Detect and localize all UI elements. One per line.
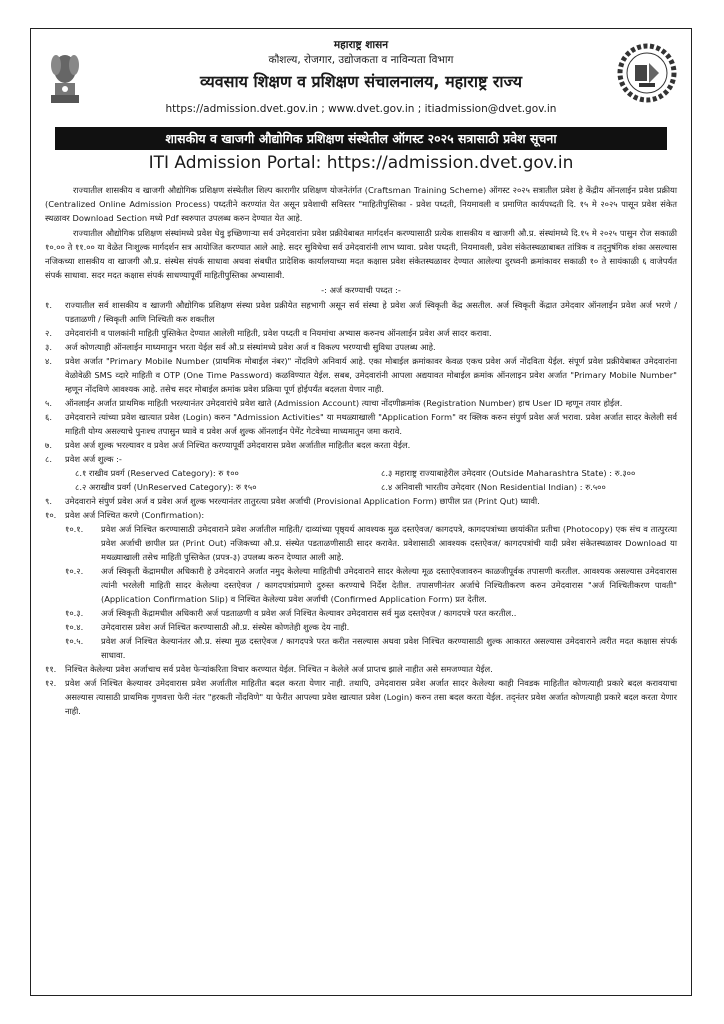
list-item: ४. प्रवेश अर्जात "Primary Mobile Number (प्राथमिक मोबाईल नंबर)" नोंदविणे अनिवार्य आहे. एका मोबाईल क्रमांकावर केवळ एकच प्रवेश अर्ज नोंदविता येईल. संपूर्ण प्रवेश प्रक्रीयेबाबत उमेदवारांना वेळोवेळी SMS व्दारे माहिती व OTP (One Time Password) कळविण्यात येईल. सबब, उमेदवारांनी आपला अद्ययावत मोबाईल क्रमांक ऑनलाइन प्रवेश अर्जात "Primary Mobile Number" म्हणून नोंदविणे आवश्यक आहे. तसेच सदर मोबाईल क्रमांक प्रवेश प्रक्रिया पूर्ण होईपर्यंत बदलता येणार नाही. (45, 356, 677, 394)
intro-paragraph: राज्यातील औद्योगिक प्रशिक्षण संस्थांमध्ये प्रवेश घेवु इच्छिणाऱ्या सर्व उमेदवारांना प्रवेश प्रक्रीयेबाबत मार्गदर्शन करण्यासाठी प्रत्येक शासकीय व खाजगी औ.प्र. संस्थांमध्ये दि.१५ मे २०२५ पासुन रोज सकाळी १०.०० ते ११.०० या वेळेत निःशुल्क मार्गदर्शन सत्र आयोजित करण्यात आले आहे. सदर सुविधेचा सर्व उमेदवारांनी लाभ घ्यावा. प्रवेश पध्दती, नियमावली, प्रवेश संकेतस्थळाबाबत तांत्रिक व तद्नुषंगिक शंका असल्यास नजिकच्या शासकीय वा खाजगी औ.प्र. संस्थेस संपर्क साधावा अथवा संबधीत प्रादेशिक कार्यालयाच्या मदत कक्षास प्रवेश संकेतस्थळावर देण्यात आलेल्या दुरध्वनी क्रमांकावर सकाळी १० ते सायंकाळी ६ वाजेपर्यंत संपर्क साधावा. सदर मदत कक्षास संपर्क साधण्यापूर्वी माहितीपुस्तिका अभ्यासावी. (45, 228, 677, 280)
list-item: ९. उमेदवाराने संपुर्ण प्रवेश अर्ज व प्रवेश अर्ज शुल्क भरल्यानंतर तातुरत्या प्रवेश अर्जाची (Provisional Application Form) छापील प्रत (Print Qut) घ्यावी. (45, 496, 540, 506)
notice-frame (30, 28, 692, 996)
notice-banner: शासकीय व खाजगी औद्योगिक प्रशिक्षण संस्थेतील ऑगस्ट २०२५ सत्रासाठी प्रवेश सूचना (55, 127, 667, 150)
list-item: २. उमेदवारांनी व पालकांनी माहिती पुस्तिकेत देण्यात आलेली माहिती, प्रवेश पध्दती व नियमांचा अभ्यास करुनच ऑनलाईन प्रवेश अर्ज सादर करावा. (45, 328, 492, 338)
fee-table (75, 466, 677, 494)
method-heading: -: अर्ज करण्याची पध्दत :- (321, 285, 401, 295)
notice-body (45, 183, 677, 718)
list-item: ६. उमेदवाराने त्यांच्या प्रवेश खात्यात प्रवेश (Login) करुन "Admission Activities" या मथळ्याखाली "Application Form" वर क्लिक करुन संपुर्ण प्रवेश अर्ज भरावा. प्रवेश अर्जात सादर केलेली सर्व माहिती योग्य असल्याचे पुनःश्च तपासुन घ्यावे व प्रवेश अर्ज शुल्क ऑनलाईन पेमेंट गेटवेच्या माध्यमातुन जमा करावे. (45, 412, 677, 436)
header-title: व्यवसाय शिक्षण व प्रशिक्षण संचालनालय, महाराष्ट्र राज्य (200, 72, 522, 91)
list-item: १०. प्रवेश अर्ज निश्चित करणे (Confirmation): (45, 510, 205, 520)
fee-item: ८.१ राखीव प्रवर्ग (Reserved Category): रु १०० (75, 468, 239, 478)
fee-item: ८.२ अराखीव प्रवर्ग (UnReserved Category): रु १५० (75, 482, 257, 492)
list-item: ८. प्रवेश अर्ज शुल्क :- (45, 454, 122, 464)
header (31, 29, 691, 127)
dvet-logo-icon (617, 43, 677, 103)
list-item: ७. प्रवेश अर्ज शुल्क भरल्यावर व प्रवेश अर्ज निश्चित करण्यापूर्वी उमेदवारास प्रवेश अर्जातील माहितीत बदल करता येईल. (45, 440, 411, 450)
fee-item: ८.३ महाराष्ट्र राज्याबाहेरील उमेदवार (Outside Maharashtra State) : रु.३०० (381, 468, 636, 478)
sub-list-item: १०.४. उमेदवारास प्रवेश अर्ज निश्चित करण्यासाठी औ.प्र. संस्थेस कोणतेही शुल्क देय नाही. (65, 622, 350, 632)
header-line-state: महाराष्ट्र शासन (333, 39, 389, 51)
sub-list-item: १०.२. अर्ज स्विकृती केंद्रामधील अधिकारी हे उमेदवाराने अर्जात नमुद केलेल्या माहितीची उमेदवाराने सादर केलेल्या मूळ दस्ताऐवजावरुन काळजीपूर्वक तपासणी करतील. आवश्यक असल्यास उमेदवारास त्यांनी भरलेली माहिती सादर केलेल्या दस्तऐवज / कागदपत्रांप्रमाणे दुरुस्त करण्याचे निर्देश देतील. तपासणीनंतर अर्जाचे निश्चितीकरण करुन उमेदवारास "अर्ज निश्चितीकरण पावती" (Application Confirmation Slip) व निश्चित केलेल्या प्रवेश अर्जाची (Confirmed Application Form) प्रत देतील. (65, 566, 677, 604)
intro-paragraph: राज्यातील शासकीय व खाजगी औद्योगिक प्रशिक्षण संस्थेतील शिल्प कारागीर प्रशिक्षण योजनेतंर्गत (Craftsman Training Scheme) ऑगस्ट २०२५ सत्रातील प्रवेश हे केंद्रीय ऑनलाईन प्रवेश प्रक्रीया (Centralized Online Admission Process) पध्दतीने करण्यांत येत असून प्रवेशाची सविस्तर "माहितीपुस्तिका - प्रवेश पध्दती, नियमावली व प्रमाणित कार्यपध्दती दि. १५ मे २०२५ पासून प्रवेश संकेत स्थळावर Download Section मध्ये Pdf स्वरुपात उपलब्ध करुन देण्यात येत आहे. (45, 185, 677, 223)
list-item: १२. प्रवेश अर्ज निश्चित केल्यावर उमेदवारास प्रवेश अर्जातील माहितीत बदल करता येणार नाही. तथापि, उमेदवारास प्रवेश अर्जात सादर केलेल्या काही निवडक माहितीत कोणत्याही प्रकारे बदल करावयाचा असल्यास त्यासाठी प्राथमिक गुणवत्ता फेरी नंतर "हरकती नोंदविणे" या फेरीत आपल्या प्रवेश खात्यात प्रवेश (Login) करुन तसा बदल करता येईल. तद्नंतर प्रवेश अर्जात कोणत्याही प्रकारे बदल करता येणार नाही. (45, 678, 678, 716)
list-item: ५. ऑनलाईन अर्जात प्राथमिक माहिती भरल्यानंतर उमेदवारांचे प्रवेश खाते (Admission Account) त्याचा नोंदणीक्रमांक (Registration Number) हाच User ID म्हणून तयार होईल. (45, 398, 623, 408)
sub-list-item: १०.१. प्रवेश अर्ज निश्चित करण्यासाठी उमेदवाराने प्रवेश अर्जातील माहिती/ दाव्यांच्या पृष्ठ्यर्थ आवश्यक मुळ दस्तऐवज/ कागदपत्रे, कागदपत्रांच्या छायांकीत प्रतीचा (Photocopy) एक संच व तात्पुरत्या प्रवेश अर्जाची छापील प्रत (Print Out) नजिकच्या औ.प्र. संस्थेत पडताळणीसाठी सादर करावेत. प्रवेशासाठी आवश्यक दस्तऐवज/ कागदपत्रांची यादी प्रवेश संकेतस्थळावर Download या मथळ्याखाली तसेच माहिती पुस्तिकेत (प्रपत्र-३) उपलब्ध करुन देण्यात आली आहे. (65, 524, 677, 562)
sub-list-item: १०.३. अर्ज स्विकृती केंद्रामधील अधिकारी अर्ज पडताळणी व प्रवेश अर्ज निश्चित केल्यावर उमेदवारास सर्व मुळ दस्तऐवज / कागदपत्रे परत करतील.. (65, 608, 517, 618)
header-links: https://admission.dvet.gov.in ; www.dvet.gov.in ; itiadmission@dvet.gov.in (165, 103, 557, 115)
header-line-department: कौशल्य, रोजगार, उद्योजकता व नाविन्यता विभाग (268, 54, 454, 66)
list-item: ३. अर्ज कोणत्याही ऑनलाईन माध्यमातुन भरता येईल सर्व औ.प्र संस्थांमध्ये प्रवेश अर्ज व विकल्प भरण्याची सुविधा उपलब्ध आहे. (45, 342, 436, 352)
fee-item: ८.४ अनिवासी भारतीय उमेदवार (Non Residential Indian) : रु.५०० (381, 482, 606, 492)
list-item: १. राज्यातील सर्व शासकीय व खाजगी औद्योगिक प्रशिक्षण संस्था प्रवेश प्रक्रीयेत सहभागी असून सर्व संस्था हे प्रवेश अर्ज स्विकृती केंद्र असतील. अर्ज स्विकृती केंद्रात उमेदवार ऑनलाईन प्रवेश अर्ज भरणे / पडताळणी / स्विकृती आणि निश्चिती करु शकतील (45, 300, 677, 324)
portal-url: ITI Admission Portal: https://admission.dvet.gov.in (148, 153, 574, 173)
sub-list-item: १०.५. प्रवेश अर्ज निश्चित केल्यानंतर औ.प्र. संस्था मुळ दस्तऐवज / कागदपत्रे परत करीत नसल्यास अथवा प्रवेश निश्चित करण्यासाठी शुल्क आकारत असल्यास उमेदवाराने त्वरीत मदत कक्षास संपर्क साधावा. (65, 636, 677, 660)
list-item: ११. निश्चित केलेल्या प्रवेश अर्जाचाच सर्व प्रवेश फेऱ्यांकरिता विचार करण्यात येईल. निश्चित न केलेले अर्ज प्राप्तच झाले नाहीत असे समजण्यात येईल. (45, 664, 493, 674)
